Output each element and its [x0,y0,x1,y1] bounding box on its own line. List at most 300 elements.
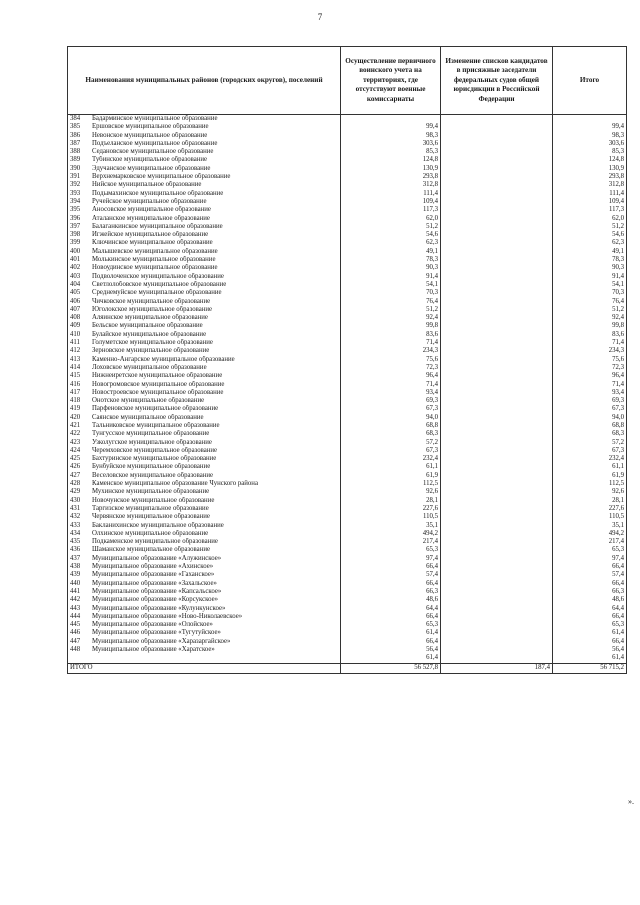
table-row [68,497,627,505]
row-number: 446 [70,629,81,637]
table-row [68,239,627,247]
row-total-cell: 96,4 [553,372,627,380]
row-name: Булайское муниципальное образование [92,330,207,338]
row-military-registration-cell: 111,4 [341,190,441,198]
row-number: 447 [70,637,81,645]
row-total-cell: 92,6 [553,488,627,496]
row-name: Эдучанское муниципальное образование [92,164,211,172]
table-row [68,123,627,131]
row-military-registration-cell: 68,3 [341,430,441,438]
row-name: Каменно-Ангарское муниципальное образование [92,355,235,363]
row-military-registration-cell: 61,4 [341,629,441,637]
total-overall: 56 715,2 [553,663,627,673]
row-name-cell [68,190,341,198]
row-total-cell: 67,3 [553,405,627,413]
row-military-registration-cell: 78,3 [341,256,441,264]
table-row [68,273,627,281]
row-name: Онотское муниципальное образование [92,397,205,405]
row-total-cell: 130,9 [553,165,627,173]
row-name: Тубинское муниципальное образование [92,156,208,164]
header-jury-lists-column: Изменение списков кандидатов в присяжные заседатели федеральных судов общей юрисдикции в Российской Федерации [441,47,553,115]
total-row [68,663,627,673]
table-row [68,613,627,621]
row-number: 422 [70,430,81,438]
row-total-cell: 110,5 [553,513,627,521]
row-name: Ершовское муниципальное образование [92,123,209,131]
row-total-cell: 70,3 [553,289,627,297]
row-jury-lists-cell [441,463,553,471]
row-number: 395 [70,206,81,214]
row-name: Седановское муниципальное образование [92,148,214,156]
allocation-table [67,46,627,674]
table-row [68,156,627,164]
row-name: Юголокское муниципальное образование [92,305,213,313]
row-name-cell [68,397,341,405]
row-number: 388 [70,148,81,156]
row-number: 392 [70,181,81,189]
table-row [68,605,627,613]
row-military-registration-cell: 56,4 [341,646,441,654]
row-name: Муниципальное образование «Тугутуйское» [92,629,221,637]
row-name-cell [68,273,341,281]
row-total-cell [553,115,627,124]
table-row [68,356,627,364]
row-total-cell: 28,1 [553,497,627,505]
row-jury-lists-cell [441,455,553,463]
row-jury-lists-cell [441,571,553,579]
row-name-cell [68,181,341,189]
row-total-cell: 64,4 [553,605,627,613]
row-total-cell: 49,1 [553,248,627,256]
row-total-cell: 232,4 [553,455,627,463]
table-row [68,215,627,223]
row-number: 423 [70,438,81,446]
row-military-registration-cell: 66,4 [341,613,441,621]
row-number: 407 [70,305,81,313]
table-row [68,389,627,397]
row-name-cell [68,422,341,430]
row-name: Каменское муниципальное образование Чунского района [92,480,258,488]
row-jury-lists-cell [441,613,553,621]
row-name-cell [68,654,341,663]
row-jury-lists-cell [441,165,553,173]
row-total-cell: 69,3 [553,397,627,405]
row-number: 386 [70,131,81,139]
row-number: 432 [70,513,81,521]
table-row [68,173,627,181]
row-total-cell: 83,6 [553,331,627,339]
row-total-cell: 62,0 [553,215,627,223]
row-name: Среднемуйское муниципальное образование [92,289,222,297]
row-number: 416 [70,380,81,388]
row-number: 399 [70,239,81,247]
table-row [68,480,627,488]
row-military-registration-cell: 92,6 [341,488,441,496]
row-name: Муниципальное образование «Харатское» [92,646,215,653]
row-number: 430 [70,496,81,504]
row-military-registration-cell: 62,0 [341,215,441,223]
row-number: 403 [70,272,81,280]
row-name-cell [68,132,341,140]
row-name-cell [68,256,341,264]
row-total-cell: 66,4 [553,613,627,621]
row-jury-lists-cell [441,638,553,646]
row-name-cell [68,156,341,164]
row-name-cell [68,165,341,173]
table-row [68,629,627,637]
row-name: Муниципальное образование «Харазаргайское» [92,637,231,645]
table-row [68,264,627,272]
row-number: 439 [70,571,81,579]
table-row [68,505,627,513]
row-military-registration-cell: 234,3 [341,347,441,355]
row-name-cell [68,497,341,505]
row-name: Аносовское муниципальное образование [92,206,211,214]
row-jury-lists-cell [441,273,553,281]
row-total-cell: 66,3 [553,588,627,596]
row-jury-lists-cell [441,397,553,405]
table-header-row [68,47,627,115]
row-name-cell [68,264,341,272]
header-name-column: Наименования муниципальных районов (городских округов), поселений [68,47,341,115]
table-body [68,115,627,664]
row-number: 402 [70,264,81,272]
row-number: 441 [70,587,81,595]
row-military-registration-cell: 494,2 [341,530,441,538]
row-total-cell: 494,2 [553,530,627,538]
row-jury-lists-cell [441,646,553,654]
row-number: 436 [70,546,81,554]
page-number: 7 [317,12,323,22]
row-jury-lists-cell [441,140,553,148]
row-number: 434 [70,529,81,537]
table-row [68,314,627,322]
row-name-cell [68,347,341,355]
row-jury-lists-cell [441,148,553,156]
row-name-cell [68,613,341,621]
row-name-cell [68,339,341,347]
table-row [68,654,627,663]
header-total-column: Итого [553,47,627,115]
row-name: Веселовское муниципальное образование [92,471,213,479]
table-row [68,638,627,646]
row-jury-lists-cell [441,580,553,588]
row-name-cell [68,588,341,596]
row-number: 415 [70,372,81,380]
row-military-registration-cell: 61,1 [341,463,441,471]
row-jury-lists-cell [441,115,553,124]
row-jury-lists-cell [441,414,553,422]
row-jury-lists-cell [441,314,553,322]
row-number: 424 [70,446,81,454]
row-name: Таргизское муниципальное образование [92,504,209,512]
row-total-cell: 97,4 [553,555,627,563]
row-name: Муниципальное образование «Олойское» [92,621,213,629]
table-row [68,322,627,330]
row-jury-lists-cell [441,181,553,189]
table-row [68,256,627,264]
row-name-cell [68,198,341,206]
row-total-cell: 65,3 [553,546,627,554]
row-name-cell [68,381,341,389]
row-military-registration-cell: 66,3 [341,588,441,596]
table-row [68,513,627,521]
table-row [68,405,627,413]
row-name-cell [68,571,341,579]
row-jury-lists-cell [441,372,553,380]
row-number: 411 [70,339,80,347]
row-military-registration-cell: 117,3 [341,206,441,214]
table-row [68,455,627,463]
row-name-cell [68,530,341,538]
row-military-registration-cell: 85,3 [341,148,441,156]
row-number: 426 [70,463,81,471]
table-row [68,206,627,214]
row-number: 389 [70,156,81,164]
row-name-cell [68,546,341,554]
row-jury-lists-cell [441,555,553,563]
table-row [68,546,627,554]
row-name: Подволоченское муниципальное образование [92,272,224,280]
row-name: Шаманское муниципальное образование [92,546,210,554]
row-number: 442 [70,596,81,604]
row-number: 396 [70,214,81,222]
row-total-cell: 94,0 [553,414,627,422]
table-row [68,223,627,231]
row-jury-lists-cell [441,347,553,355]
row-name-cell [68,555,341,563]
row-name-cell [68,331,341,339]
row-number: 433 [70,521,81,529]
row-name-cell [68,414,341,422]
row-name: Мухинское муниципальное образование [92,488,210,496]
row-name-cell [68,447,341,455]
row-military-registration-cell: 66,4 [341,563,441,571]
row-jury-lists-cell [441,472,553,480]
row-name-cell [68,580,341,588]
row-total-cell: 35,1 [553,522,627,530]
row-total-cell: 61,4 [553,654,627,663]
row-jury-lists-cell [441,530,553,538]
table-row [68,190,627,198]
row-jury-lists-cell [441,505,553,513]
table-row [68,381,627,389]
row-name: Муниципальное образование «Кулункунское» [92,604,226,612]
row-name: Голуметское муниципальное образование [92,339,213,347]
row-name-cell [68,405,341,413]
row-military-registration-cell: 217,4 [341,538,441,546]
table-row [68,248,627,256]
table-row [68,331,627,339]
row-military-registration-cell: 90,3 [341,264,441,272]
row-military-registration-cell: 92,4 [341,314,441,322]
row-military-registration-cell: 54,1 [341,281,441,289]
row-total-cell: 85,3 [553,148,627,156]
table-row [68,198,627,206]
row-name-cell [68,629,341,637]
table-row [68,181,627,189]
row-military-registration-cell: 109,4 [341,198,441,206]
row-name-cell [68,563,341,571]
row-total-cell: 124,8 [553,156,627,164]
row-name: Муниципальное образование «Гаханское» [92,571,215,579]
row-number: 429 [70,488,81,496]
row-jury-lists-cell [441,654,553,663]
row-total-cell: 72,3 [553,364,627,372]
table-row [68,148,627,156]
row-name-cell [68,389,341,397]
row-jury-lists-cell [441,123,553,131]
row-total-cell: 61,4 [553,629,627,637]
row-military-registration-cell: 28,1 [341,497,441,505]
row-number: 406 [70,297,81,305]
row-number: 443 [70,604,81,612]
table-row [68,140,627,148]
row-jury-lists-cell [441,389,553,397]
row-total-cell: 51,2 [553,306,627,314]
row-jury-lists-cell [441,546,553,554]
row-military-registration-cell [341,115,441,124]
row-number: 437 [70,554,81,562]
row-jury-lists-cell [441,206,553,214]
row-jury-lists-cell [441,447,553,455]
row-number: 428 [70,480,81,488]
row-military-registration-cell: 98,3 [341,132,441,140]
row-military-registration-cell: 93,4 [341,389,441,397]
row-name-cell [68,215,341,223]
row-number: 394 [70,197,81,205]
row-name-cell [68,115,341,124]
row-military-registration-cell: 94,0 [341,414,441,422]
row-military-registration-cell: 48,6 [341,596,441,604]
table-row [68,563,627,571]
row-name-cell [68,538,341,546]
row-number: 410 [70,330,81,338]
row-number: 448 [70,646,81,653]
row-total-cell: 75,6 [553,356,627,364]
table-row [68,132,627,140]
row-total-cell: 67,3 [553,447,627,455]
total-label: ИТОГО [68,663,341,673]
row-name: Аталанское муниципальное образование [92,214,210,222]
row-name-cell [68,231,341,239]
row-total-cell: 117,3 [553,206,627,214]
row-name-cell [68,430,341,438]
row-name: Невонское муниципальное образование [92,131,208,139]
row-name: Малышевское муниципальное образование [92,247,218,255]
row-total-cell: 54,6 [553,231,627,239]
row-name: Бунбуйское муниципальное образование [92,463,211,471]
row-military-registration-cell: 75,6 [341,356,441,364]
row-jury-lists-cell [441,239,553,247]
row-name-cell [68,123,341,131]
row-total-cell: 68,3 [553,430,627,438]
row-name: Новочунское муниципальное образование [92,496,215,504]
row-jury-lists-cell [441,480,553,488]
row-total-cell: 217,4 [553,538,627,546]
row-name-cell [68,289,341,297]
row-military-registration-cell: 66,4 [341,580,441,588]
row-jury-lists-cell [441,223,553,231]
row-jury-lists-cell [441,513,553,521]
table-row [68,530,627,538]
row-military-registration-cell: 66,4 [341,638,441,646]
row-military-registration-cell: 99,4 [341,123,441,131]
row-total-cell: 56,4 [553,646,627,654]
row-name-cell [68,298,341,306]
row-jury-lists-cell [441,132,553,140]
table-row [68,463,627,471]
row-total-cell: 227,6 [553,505,627,513]
row-jury-lists-cell [441,248,553,256]
row-name-cell [68,314,341,322]
row-total-cell: 92,4 [553,314,627,322]
row-jury-lists-cell [441,430,553,438]
row-military-registration-cell: 124,8 [341,156,441,164]
table-row [68,364,627,372]
row-name-cell [68,480,341,488]
row-total-cell: 312,8 [553,181,627,189]
row-total-cell: 91,4 [553,273,627,281]
row-jury-lists-cell [441,339,553,347]
table-row [68,538,627,546]
row-name: Чичковское муниципальное образование [92,297,211,305]
row-name: Молькинское муниципальное образование [92,256,216,264]
row-total-cell: 61,9 [553,472,627,480]
row-name: Новоудинское муниципальное образование [92,264,218,272]
row-military-registration-cell: 232,4 [341,455,441,463]
table-row [68,414,627,422]
row-total-cell: 93,4 [553,389,627,397]
row-number: 435 [70,538,81,546]
row-name-cell [68,173,341,181]
row-name-cell [68,322,341,330]
row-number: 445 [70,621,81,629]
row-total-cell: 66,4 [553,580,627,588]
row-name: Балаганкинское муниципальное образование [92,222,223,230]
row-name: Новогромовское муниципальное образование [92,380,225,388]
row-total-cell: 62,3 [553,239,627,247]
row-number: 440 [70,579,81,587]
row-name-cell [68,364,341,372]
row-name: Муниципальное образование «Ново-Николаевское» [92,612,243,620]
row-military-registration-cell: 72,3 [341,364,441,372]
row-total-cell: 98,3 [553,132,627,140]
row-military-registration-cell: 35,1 [341,522,441,530]
row-military-registration-cell: 64,4 [341,605,441,613]
row-jury-lists-cell [441,256,553,264]
row-name: Зерновское муниципальное образование [92,347,210,355]
row-name-cell [68,140,341,148]
row-total-cell: 57,4 [553,571,627,579]
row-jury-lists-cell [441,497,553,505]
row-name-cell [68,522,341,530]
row-number: 401 [70,256,81,264]
row-name-cell [68,356,341,364]
trailing-mark: ». [628,797,634,806]
table-row [68,588,627,596]
row-number: 409 [70,322,81,330]
row-jury-lists-cell [441,190,553,198]
row-name-cell [68,472,341,480]
row-military-registration-cell: 68,8 [341,422,441,430]
row-number: 393 [70,189,81,197]
table-row [68,571,627,579]
row-military-registration-cell: 61,9 [341,472,441,480]
row-name: Подъеланское муниципальное образование [92,139,218,147]
row-jury-lists-cell [441,298,553,306]
total-military-registration: 56 527,8 [341,663,441,673]
